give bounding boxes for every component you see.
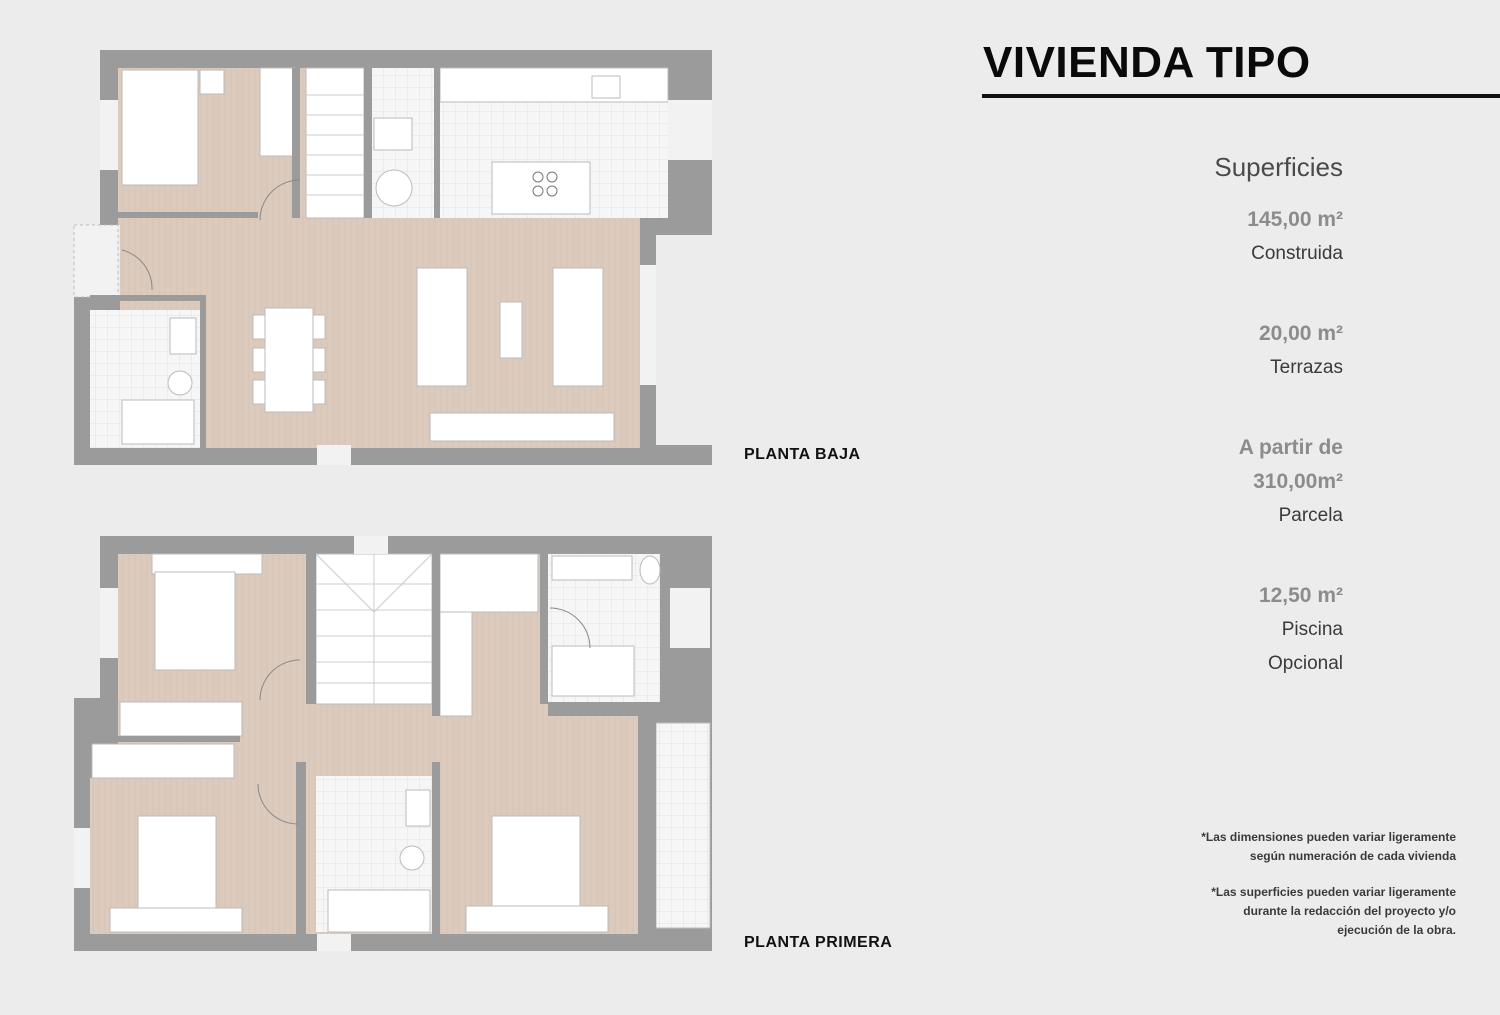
title-underline: [982, 94, 1500, 98]
spec-piscina: [983, 579, 1343, 681]
spec-label: Construida: [1251, 243, 1343, 264]
spec-construida: [983, 203, 1343, 271]
disclaimer-notes: [1036, 828, 1456, 957]
page-title: VIVIENDA TIPO: [983, 38, 1311, 87]
plan-label-first: PLANTA PRIMERA: [744, 934, 893, 951]
spec-value: 20,00 m²: [1258, 322, 1343, 345]
specs-heading: Superficies: [1214, 152, 1343, 182]
sofa: [417, 268, 467, 386]
note-surfaces: *Las superficies pueden variar ligeramente durante la redacción del proyecto y/o ejecución de la obra.: [1211, 885, 1456, 937]
plan-label-ground: PLANTA BAJA: [744, 446, 861, 463]
coffee-table: [500, 302, 522, 358]
sofa: [553, 268, 603, 386]
wardrobe: [120, 702, 242, 736]
surface-specs: [983, 152, 1343, 727]
spec-label-secondary: Opcional: [1268, 653, 1343, 674]
balcony: [656, 723, 710, 928]
floor-plan-ground: [60, 40, 730, 480]
bed: [155, 572, 235, 670]
bed: [138, 816, 216, 910]
kitchen-island: [492, 162, 590, 214]
spec-value-line2: 310,00m²: [1253, 470, 1343, 493]
spec-label: Parcela: [1278, 505, 1343, 526]
spec-parcela: [983, 431, 1343, 533]
spec-value: 145,00 m²: [1247, 208, 1343, 231]
spec-label: Terrazas: [1270, 357, 1343, 378]
floor-plan-first: [60, 528, 730, 958]
spec-value-line1: A partir de: [1238, 436, 1343, 459]
note-dimensions: *Las dimensiones pueden variar ligeramente según numeración de cada vivienda: [1201, 830, 1456, 863]
spec-value: 12,50 m²: [1258, 584, 1343, 607]
spec-terrazas: [983, 317, 1343, 385]
wardrobe: [92, 744, 234, 778]
bed: [492, 816, 580, 908]
floor-plan-first-drawing: [60, 528, 730, 958]
bed: [122, 70, 198, 185]
sideboard: [430, 413, 614, 441]
floor-plan-ground-drawing: [60, 40, 730, 480]
spec-label: Piscina: [1281, 619, 1343, 640]
dining-table: [265, 308, 313, 412]
kitchen-counter: [440, 68, 668, 102]
